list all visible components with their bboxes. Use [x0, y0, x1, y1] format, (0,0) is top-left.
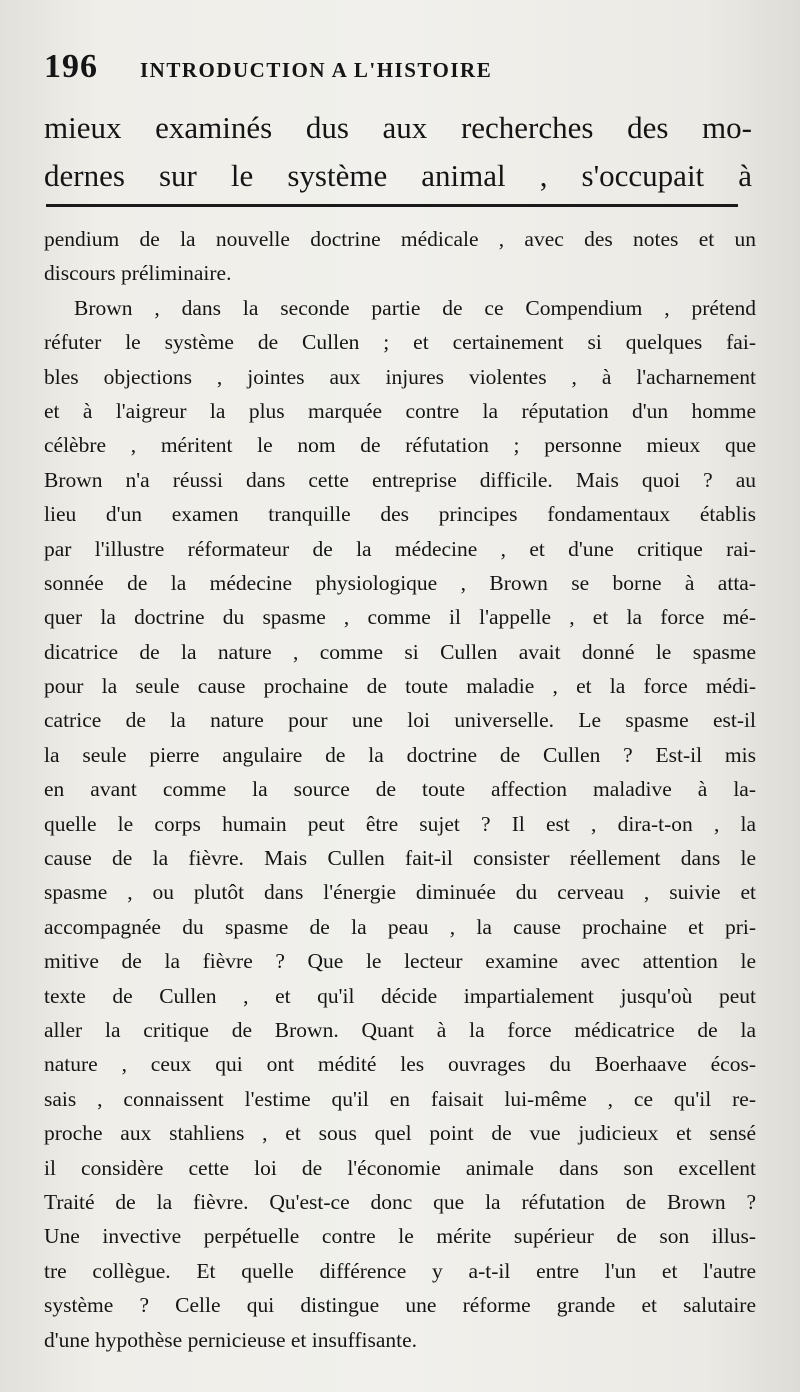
main-text	[44, 104, 752, 200]
footnote-line: système ? Celle qui distingue une réforme grande et salutaire	[44, 1293, 756, 1318]
main-text-line: mieux examinés dus aux recherches des mo-	[44, 110, 752, 145]
footnote-line: catrice de la nature pour une loi universelle. Le spasme est-il	[44, 708, 756, 733]
footnote-line: pendium de la nouvelle doctrine médicale , avec des notes et un	[44, 227, 756, 251]
footnote-line: quelle le corps humain peut être sujet ? Il est , dira-t-on , la	[44, 811, 756, 836]
footnote-line: texte de Cullen , et qu'il décide impartialement jusqu'où peut	[44, 983, 756, 1008]
running-head	[44, 48, 744, 88]
footnote	[44, 222, 756, 1357]
footnote-line: il considère cette loi de l'économie animale dans son excellent	[44, 1155, 756, 1180]
running-title: INTRODUCTION A L'HISTOIRE	[140, 58, 493, 82]
footnote-line: sonnée de la médecine physiologique , Brown se borne à atta-	[44, 570, 756, 595]
footnote-line: spasme , ou plutôt dans l'énergie diminuée du cerveau , suivie et	[44, 880, 756, 905]
footnote-line: discours préliminaire.	[44, 261, 232, 286]
footnote-line: nature , ceux qui ont médité les ouvrages du Boerhaave écos-	[44, 1052, 756, 1077]
footnote-line: quer la doctrine du spasme , comme il l'appelle , et la force mé-	[44, 605, 756, 630]
page-number: 196	[44, 48, 98, 85]
footnote-line: Traité de la fièvre. Qu'est-ce donc que la réfutation de Brown ?	[44, 1189, 756, 1214]
footnote-line: en avant comme la source de toute affection maladive à la-	[44, 777, 756, 802]
footnote-line: cause de la fièvre. Mais Cullen fait-il consister réellement dans le	[44, 846, 756, 871]
footnote-line: aller la critique de Brown. Quant à la force médicatrice de la	[44, 1017, 756, 1042]
footnote-line: accompagnée du spasme de la peau , la cause prochaine et pri-	[44, 914, 756, 939]
footnote-line: Brown n'a réussi dans cette entreprise difficile. Mais quoi ? au	[44, 467, 756, 492]
footnote-line: sais , connaissent l'estime qu'il en faisait lui-même , ce qu'il re-	[44, 1086, 756, 1111]
footnote-line: Une invective perpétuelle contre le mérite supérieur de son illus-	[44, 1224, 756, 1249]
footnote-line: Brown , dans la seconde partie de ce Compendium , prétend	[74, 295, 756, 320]
footnote-rule	[46, 204, 738, 207]
footnote-line: lieu d'un examen tranquille des principes fondamentaux établis	[44, 502, 756, 527]
footnote-line: bles objections , jointes aux injures violentes , à l'acharnement	[44, 364, 756, 389]
footnote-line: et à l'aigreur la plus marquée contre la réputation d'un homme	[44, 398, 756, 423]
footnote-line: la seule pierre angulaire de la doctrine de Cullen ? Est-il mis	[44, 742, 756, 767]
footnote-line: proche aux stahliens , et sous quel point de vue judicieux et sensé	[44, 1121, 756, 1146]
footnote-line: d'une hypothèse pernicieuse et insuffisante.	[44, 1327, 418, 1352]
footnote-line: par l'illustre réformateur de la médecine , et d'une critique rai-	[44, 536, 756, 561]
footnote-line: mitive de la fièvre ? Que le lecteur examine avec attention le	[44, 949, 756, 974]
footnote-line: dicatrice de la nature , comme si Cullen avait donné le spasme	[44, 639, 756, 664]
footnote-line: réfuter le système de Cullen ; et certainement si quelques fai-	[44, 330, 756, 355]
main-text-line: dernes sur le système animal , s'occupait à	[44, 158, 752, 193]
footnote-line: célèbre , méritent le nom de réfutation ; personne mieux que	[44, 433, 756, 458]
footnote-line: pour la seule cause prochaine de toute maladie , et la force médi-	[44, 674, 756, 699]
footnote-line: tre collègue. Et quelle différence y a-t-il entre l'un et l'autre	[44, 1258, 756, 1283]
